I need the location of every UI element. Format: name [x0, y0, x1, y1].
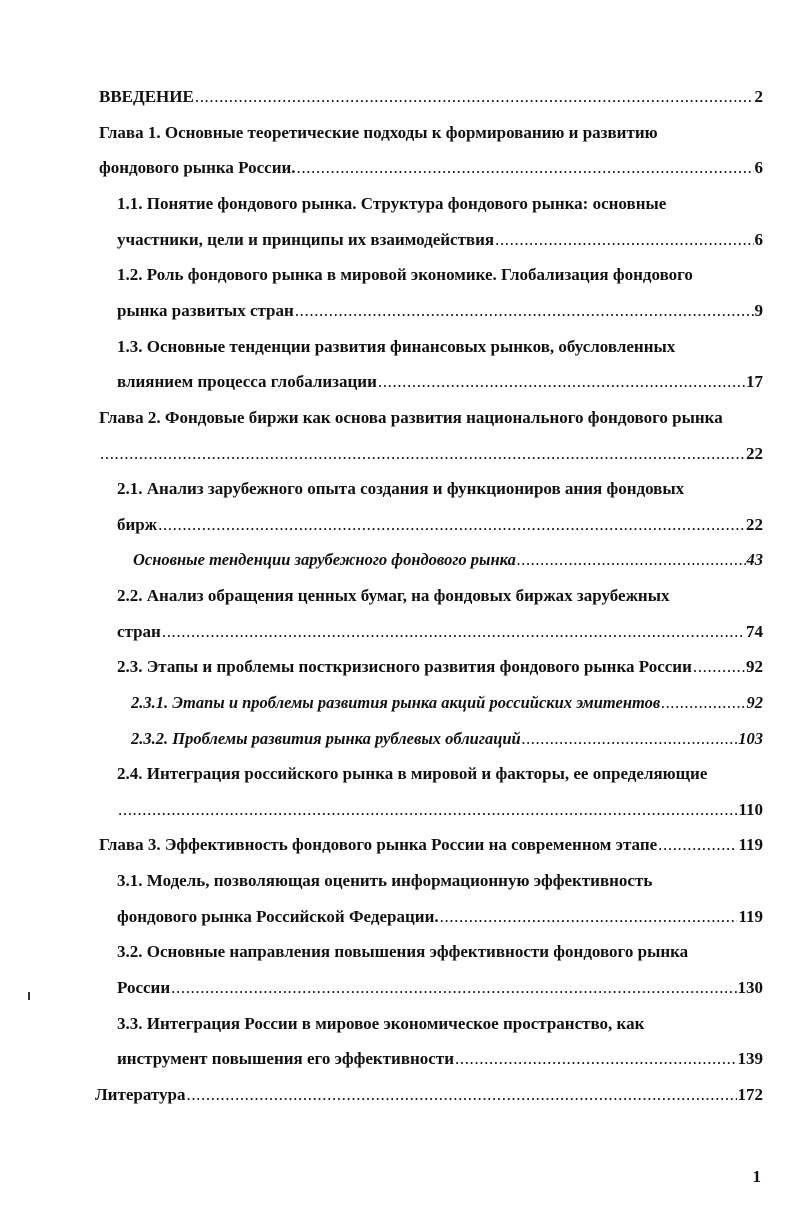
toc-entry: [117, 763, 763, 787]
toc-entry-page: 103: [738, 729, 763, 748]
toc-entry: [117, 977, 763, 1001]
toc-entry-title: Литература: [95, 1085, 186, 1104]
toc-entry-page: 74: [746, 622, 763, 641]
toc-entry-title: 1.1. Понятие фондового рынка. Структура фондового рынка: основные: [117, 194, 667, 213]
toc-entry-title: бирж: [117, 515, 158, 534]
dot-leader: [495, 229, 753, 251]
toc-entry: [117, 941, 763, 965]
toc-entry: [117, 514, 763, 538]
toc-entry: [117, 656, 763, 680]
dot-leader: [378, 371, 745, 393]
toc-entry: [117, 870, 763, 894]
toc-entry: [117, 300, 763, 324]
toc-entry-page: 172: [737, 1085, 763, 1104]
toc-entry-title: стран: [117, 622, 161, 641]
toc-entry-page: 92: [746, 657, 763, 676]
toc-entry-title: фондового рынка России.: [99, 158, 296, 177]
toc-entry-page: 110: [738, 800, 763, 819]
toc-entry-title: 2.1. Анализ зарубежного опыта создания и функциониров ания фондовых: [117, 479, 685, 498]
toc-entry-title: рынка развитых стран: [117, 301, 294, 320]
toc-entry-title: 3.3. Интеграция России в мировое экономическое пространство, как: [117, 1014, 645, 1033]
dot-leader: [522, 728, 738, 750]
toc-entry-title: влиянием процесса глобализации: [117, 372, 377, 391]
toc-entry-page: 9: [754, 301, 763, 320]
toc-entry: [117, 1048, 763, 1072]
toc-entry-page: 22: [746, 444, 763, 463]
dot-leader: [100, 443, 745, 465]
toc-entry-title: 1.2. Роль фондового рынка в мировой экономике. Глобализация фондового: [117, 265, 693, 284]
toc-entry-title: 1.3. Основные тенденции развития финансовых рынков, обусловленных: [117, 337, 676, 356]
dot-leader: [517, 549, 746, 571]
dot-leader: [297, 157, 754, 179]
toc-entry: [133, 549, 763, 573]
toc-entry-title: 3.1. Модель, позволяющая оценить информационную эффективность: [117, 871, 653, 890]
toc-entry-title: Глава 1. Основные теоретические подходы к формированию и развитию: [99, 123, 658, 142]
toc-entry-title: 2.2. Анализ обращения ценных бумаг, на фондовых биржах зарубежных: [117, 586, 670, 605]
toc-entry-page: 2: [754, 87, 763, 106]
toc-entry-title: Глава 2. Фондовые биржи как основа развития национального фондового рынка: [99, 408, 723, 427]
dot-leader: [118, 799, 737, 821]
toc-entry-page: 92: [746, 693, 763, 712]
toc-entry-title: 2.4. Интеграция российского рынка в мировой и факторы, ее определяющие: [117, 764, 708, 783]
toc-entry-page: 6: [754, 230, 763, 249]
toc-entry-title: ВВЕДЕНИЕ: [99, 87, 194, 106]
toc-entry-page: 139: [737, 1049, 763, 1068]
toc-entry: [117, 1013, 763, 1037]
toc-entry: [117, 264, 763, 288]
toc-entry-page: 119: [738, 907, 763, 926]
dot-leader: [440, 906, 738, 928]
toc-entry-title: 2.3.1. Этапы и проблемы развития рынка акций российских эмитентов: [131, 693, 661, 712]
dot-leader: [158, 514, 745, 536]
dot-leader: [658, 834, 737, 856]
margin-mark: [28, 992, 30, 1000]
toc-entry: [131, 692, 763, 716]
toc-entry-title: Глава 3. Эффективность фондового рынка России на современном этапе: [99, 835, 658, 854]
toc-entry-page: 130: [737, 978, 763, 997]
toc-entry: [95, 1084, 763, 1108]
toc-entry-title: 2.3. Этапы и проблемы посткризисного развития фондового рынка России: [117, 657, 692, 676]
toc-entry: [117, 621, 763, 645]
dot-leader: [295, 300, 754, 322]
toc-entry: [131, 728, 763, 752]
toc-entry: [117, 371, 763, 395]
toc-entry: [117, 799, 763, 823]
dot-leader: [693, 656, 745, 678]
page-number: 1: [752, 1167, 761, 1186]
toc-entry: [117, 585, 763, 609]
toc-entry: [99, 86, 763, 110]
toc-entry: [99, 407, 763, 431]
toc-entry-title: фондового рынка Российской Федерации.: [117, 907, 439, 926]
toc-entry: [117, 229, 763, 253]
toc-entry: [117, 906, 763, 930]
toc-entry-page: 17: [746, 372, 763, 391]
toc-entry-page: 22: [746, 515, 763, 534]
toc-entry: [99, 834, 763, 858]
toc-entry: [99, 443, 763, 467]
toc-entry: [99, 157, 763, 181]
dot-leader: [195, 86, 754, 108]
toc-entry-title: России: [117, 978, 171, 997]
toc-entry-title: инструмент повышения его эффективности: [117, 1049, 454, 1068]
toc-entry: [117, 336, 763, 360]
toc-entry-title: участники, цели и принципы их взаимодействия: [117, 230, 495, 249]
toc-entry-title: 3.2. Основные направления повышения эффективности фондового рынка: [117, 942, 689, 961]
dot-leader: [186, 1084, 736, 1106]
toc-entry: [117, 193, 763, 217]
toc-entry-page: 43: [746, 550, 763, 569]
toc-entry-page: 6: [754, 158, 763, 177]
toc-entry: [117, 478, 763, 502]
dot-leader: [171, 977, 736, 999]
dot-leader: [162, 621, 745, 643]
dot-leader: [455, 1048, 737, 1070]
toc-entry-page: 119: [738, 835, 763, 854]
dot-leader: [661, 692, 745, 714]
toc-entry: [99, 122, 763, 146]
toc-entry-title: 2.3.2. Проблемы развития рынка рублевых облигаций: [131, 729, 521, 748]
toc-entry-title: Основные тенденции зарубежного фондового рынка: [133, 550, 516, 569]
